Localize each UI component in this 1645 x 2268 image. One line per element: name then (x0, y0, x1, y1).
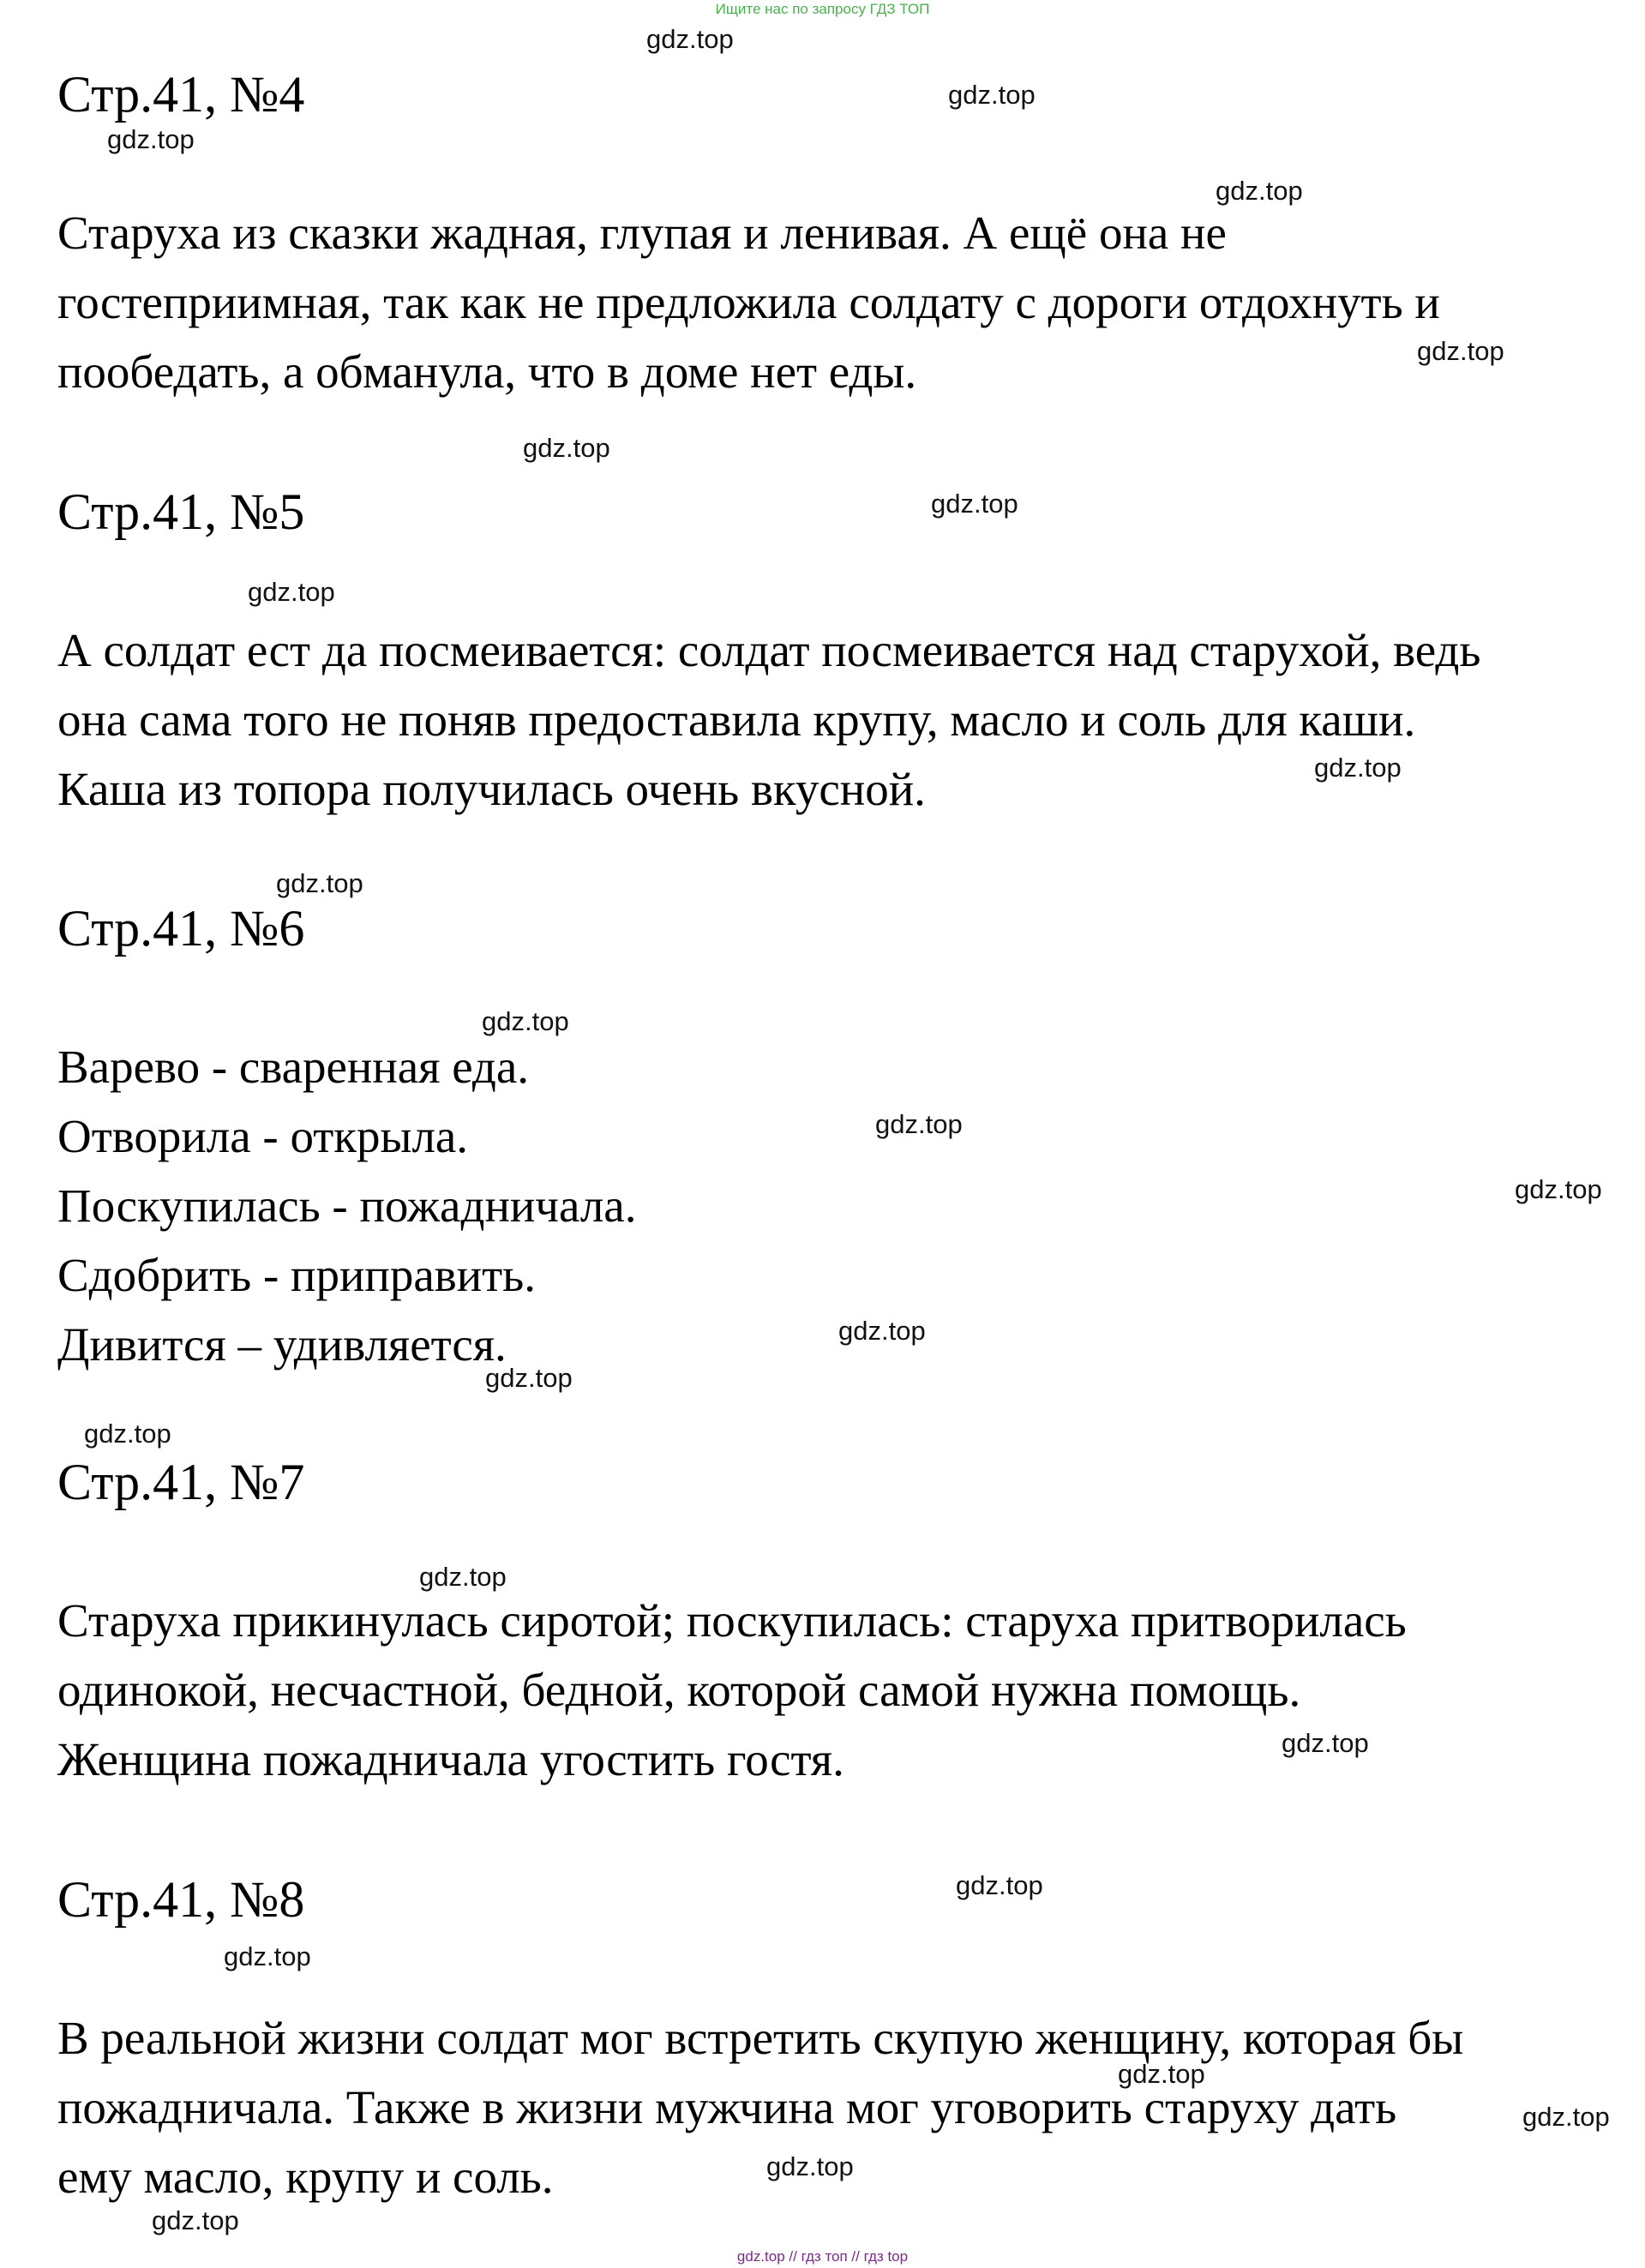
watermark: gdz.top (224, 1941, 311, 1971)
watermark: gdz.top (1522, 2102, 1610, 2132)
text-line: гостеприимная, так как не предложила солдату с дороги отдохнуть и (57, 276, 1440, 328)
section-text-4 (57, 198, 1600, 406)
watermark: gdz.top (485, 1363, 573, 1393)
watermark: gdz.top (482, 1006, 569, 1036)
text-line: ему масло, крупу и соль. (57, 2151, 554, 2203)
section-heading-8: Стр.41, №8 (57, 1871, 305, 1928)
text-line: Старуха прикинулась сиротой; поскупилась: старуха притворилась (57, 1594, 1407, 1647)
section-heading-4: Стр.41, №4 (57, 66, 305, 123)
section-heading-5: Стр.41, №5 (57, 483, 305, 540)
watermark: gdz.top (766, 2151, 854, 2181)
section-heading-6: Стр.41, №6 (57, 900, 305, 957)
watermark: gdz.top (152, 2205, 239, 2235)
watermark: gdz.top (646, 24, 734, 54)
text-line: одинокой, несчастной, бедной, которой самой нужна помощь. (57, 1664, 1301, 1716)
watermark: gdz.top (276, 868, 363, 898)
watermark: gdz.top (1314, 753, 1402, 783)
text-line: Варево - сваренная еда. (57, 1041, 530, 1093)
watermark: gdz.top (419, 1562, 507, 1592)
section-text-6 (57, 1032, 1600, 1379)
section-text-5 (57, 615, 1600, 824)
watermark: gdz.top (931, 489, 1018, 519)
watermark: gdz.top (1515, 1174, 1602, 1204)
watermark: gdz.top (1216, 176, 1303, 206)
watermark: gdz.top (248, 577, 335, 607)
watermark: gdz.top (84, 1419, 171, 1449)
text-line: Сдобрить - приправить. (57, 1249, 537, 1301)
watermark: gdz.top (875, 1109, 963, 1139)
section-text-7 (57, 1586, 1600, 1794)
watermark: gdz.top (1282, 1728, 1369, 1758)
text-line: она сама того не поняв предоставила крупу, масло и соль для каши. (57, 693, 1416, 746)
section-heading-7: Стр.41, №7 (57, 1454, 305, 1510)
text-line: Дивится – удивляется. (57, 1318, 507, 1371)
watermark: gdz.top (523, 433, 610, 463)
watermark: gdz.top (1118, 2059, 1205, 2089)
watermark: gdz.top (838, 1316, 926, 1346)
footer-links: gdz.top // гдз топ // гдз top (736, 2248, 909, 2265)
text-line: Поскупилась - пожадничала. (57, 1179, 637, 1232)
text-line: А солдат ест да посмеивается: солдат посмеивается над старухой, ведь (57, 624, 1481, 676)
text-line: Старуха из сказки жадная, глупая и ленивая. А ещё она не (57, 207, 1227, 259)
watermark: gdz.top (956, 1870, 1043, 1900)
text-line: пообедать, а обманула, что в доме нет еды. (57, 345, 917, 398)
text-line: пожадничала. Также в жизни мужчина мог уговорить старуху дать (57, 2081, 1397, 2133)
text-line: Каша из топора получилась очень вкусной. (57, 763, 926, 815)
watermark: gdz.top (107, 124, 195, 154)
top-banner: Ищите нас по запросу ГДЗ ТОП (715, 1, 930, 17)
text-line: В реальной жизни солдат мог встретить скупую женщину, которая бы (57, 2012, 1464, 2064)
watermark: gdz.top (948, 80, 1036, 110)
text-line: Женщина пожадничала угостить гостя. (57, 1733, 844, 1785)
watermark: gdz.top (1417, 336, 1504, 366)
text-line: Отворила - открыла. (57, 1110, 469, 1162)
